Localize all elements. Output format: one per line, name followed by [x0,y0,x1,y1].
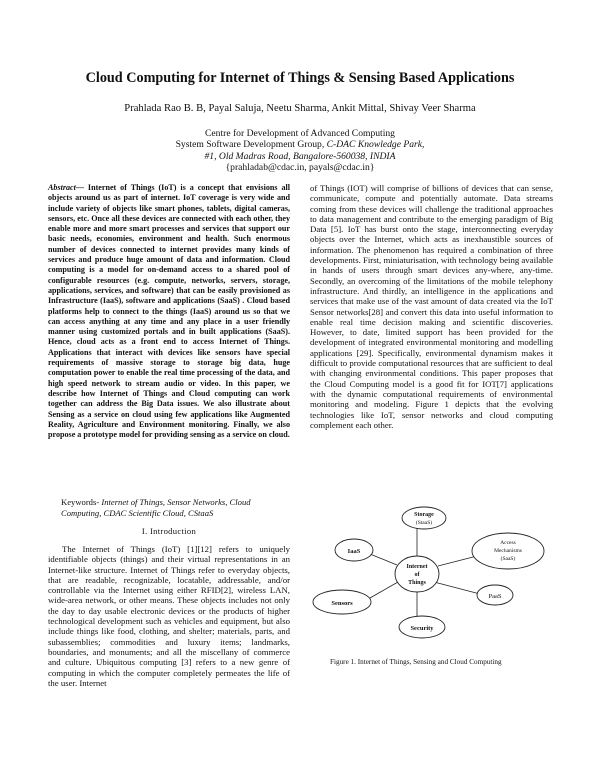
figure-caption: Figure 1. Internet of Things, Sensing and Cloud Computing [330,658,502,666]
security-label: Security [410,625,434,632]
connector-iaas [370,554,397,565]
introduction-text [48,544,290,688]
storage-label-1: Storage [414,512,434,518]
paper-title: Cloud Computing for Internet of Things & Sensing Based Applications [85,70,515,86]
connector-paas [434,582,480,594]
sensors-label: Sensors [331,600,353,607]
paas-label: PaaS [488,593,502,600]
access-label-1: Access [500,540,516,546]
figure-1-diagram [312,500,560,650]
keywords-label: Keywords- [61,497,102,507]
access-label-2: Mechanisms [494,548,522,554]
access-label-3: (SaaS) [500,556,516,562]
author-list: Prahlada Rao B. B, Payal Saluja, Neetu Sharma, Ankit Mittal, Shivay Veer Sharma [124,103,476,114]
affiliation-line-2 [100,139,500,150]
affiliation-line-1: Centre for Development of Advanced Computing [205,128,395,139]
affiliation-address: #1, Old Madras Road, Bangalore-560038, INDIA [204,150,396,162]
connector-access [438,556,477,566]
iot-label-3: Things [408,580,426,586]
abstract-dash: — [75,183,88,192]
keywords-list: Internet of Things, Sensor Networks, Cloud Computing, CDAC Scientific Cloud, CStaaS [61,497,251,518]
keywords [61,497,291,519]
affiliation-block [100,128,500,173]
introduction-paragraph: The Internet of Things (IoT) [1][12] refers to uniquely identifiable objects (things) and their virtual representations in an Internet-like structure. Internet of Things refer to everyday objects, that are readable, recognizable, locatable, addressable, and/or controllable via the Internet using either RFID[2], wireless LAN, wide-area network, or other means. These objects includes not only the day to day usable electronic devices or the products of higher technological development such as vehicles and equipment, but also include things like food, clothing, and shelter; materials, parts, and subassemblies; commodities and luxury items; landmarks, boundaries, and monuments; and all the miscellany of commerce and culture. Ubiquitous computing [3] refers to a new genre of computing in which the computer completely permeates the life of the user. Internet [48,544,290,688]
abstract-text: Internet of Things (IoT) is a concept that envisions all objects around us as part of internet. IoT coverage is very wide and include variety of objects like smart phones, tablets, digital cameras, sensors, etc. Once all these devices are connected with each other, they enable more and more smart processes and services that support our basic needs, economies, environment and health. Such enormous number of devices connected to internet provides many kinds of services and produce huge amount of data and information. Cloud computing is a model for on-demand access to a shared pool of configurable resources (e.g. compute, networks, servers, storage, applications, services, and software) that can be easily provisioned as Infrastructure (IaaS), software and applications (SaaS) . Cloud based platforms help to connect to the things (IaaS) around us so that we can access anything at any time and any place in a user friendly manner using customized portals and in built applications (SaaS). Hence, cloud acts as a front end to access Internet of Things. Applications that interact with devices like sensors have special requirements of massive storage to storage big data, huge computation power to enable the real time processing of the data, and high speed network to stream audio or video. In this paper, we describe how Internet of Things and Cloud computing can work together can address the Big Data issues. We also illustrate about Sensing as a service on cloud using few applications like Augmented Reality, Agriculture and Environment monitoring. Finally, we also propose a prototype model for providing sensing as a service on cloud. [48,183,290,440]
right-column-text [310,183,553,430]
abstract [48,183,290,440]
section-heading: I. Introduction [141,526,197,536]
affiliation-group: System Software Development Group, [175,139,327,151]
abstract-lead: Abstract [48,183,76,192]
iot-label-1: Internet [406,564,428,570]
affiliation-emails: {prahladab@cdac.in, payals@cdac.in} [225,161,375,173]
storage-label-2: (StaaS) [415,520,433,526]
diagram-nodes [313,507,544,638]
connector-sensors [370,582,398,598]
iot-label-2: of [414,572,420,578]
affiliation-park: C-DAC Knowledge Park, [326,139,425,151]
iaas-label: IaaS [347,548,361,555]
right-column-paragraph: of Things (IOT) will comprise of billions of devices that can sense, communicate, compute and potentially automate. Data streams coming from these devices will challenge the traditional approaches to data management and contribute to the emerging paradigm of Big Data [5]. IoT has burst onto the stage, interconnecting everyday objects over the Internet, which acts as inexhaustible sources of information. The phenomenon has required a combination of three developments. First, miniaturisation, with technology being available in hands of users through smart devices any-where, any-time. Secondly, an overcoming of the limitations of the mobile telephony infrastructure. And thirdly, an intelligence in the applications and services that make use of the vast amount of data created via the IoT Sensor networks[28] and convert this data into useful information to enable real time decision making and scientific discoveries. However, to date, limited support has been provided for the development of integrated environmental monitoring and modelling applications [29]. Specifically, environmental dynamism makes it difficult to provide computational resources that are sufficient to deal with changing environmental conditions. This paper proposes that the Cloud Computing model is a good fit for IOT[7] applications with the dynamic computational requirements of environmental monitoring and modeling. Figure 1 depicts that the evolving technologies like IoT, sensor networks and cloud computing complement each other. [310,183,553,430]
